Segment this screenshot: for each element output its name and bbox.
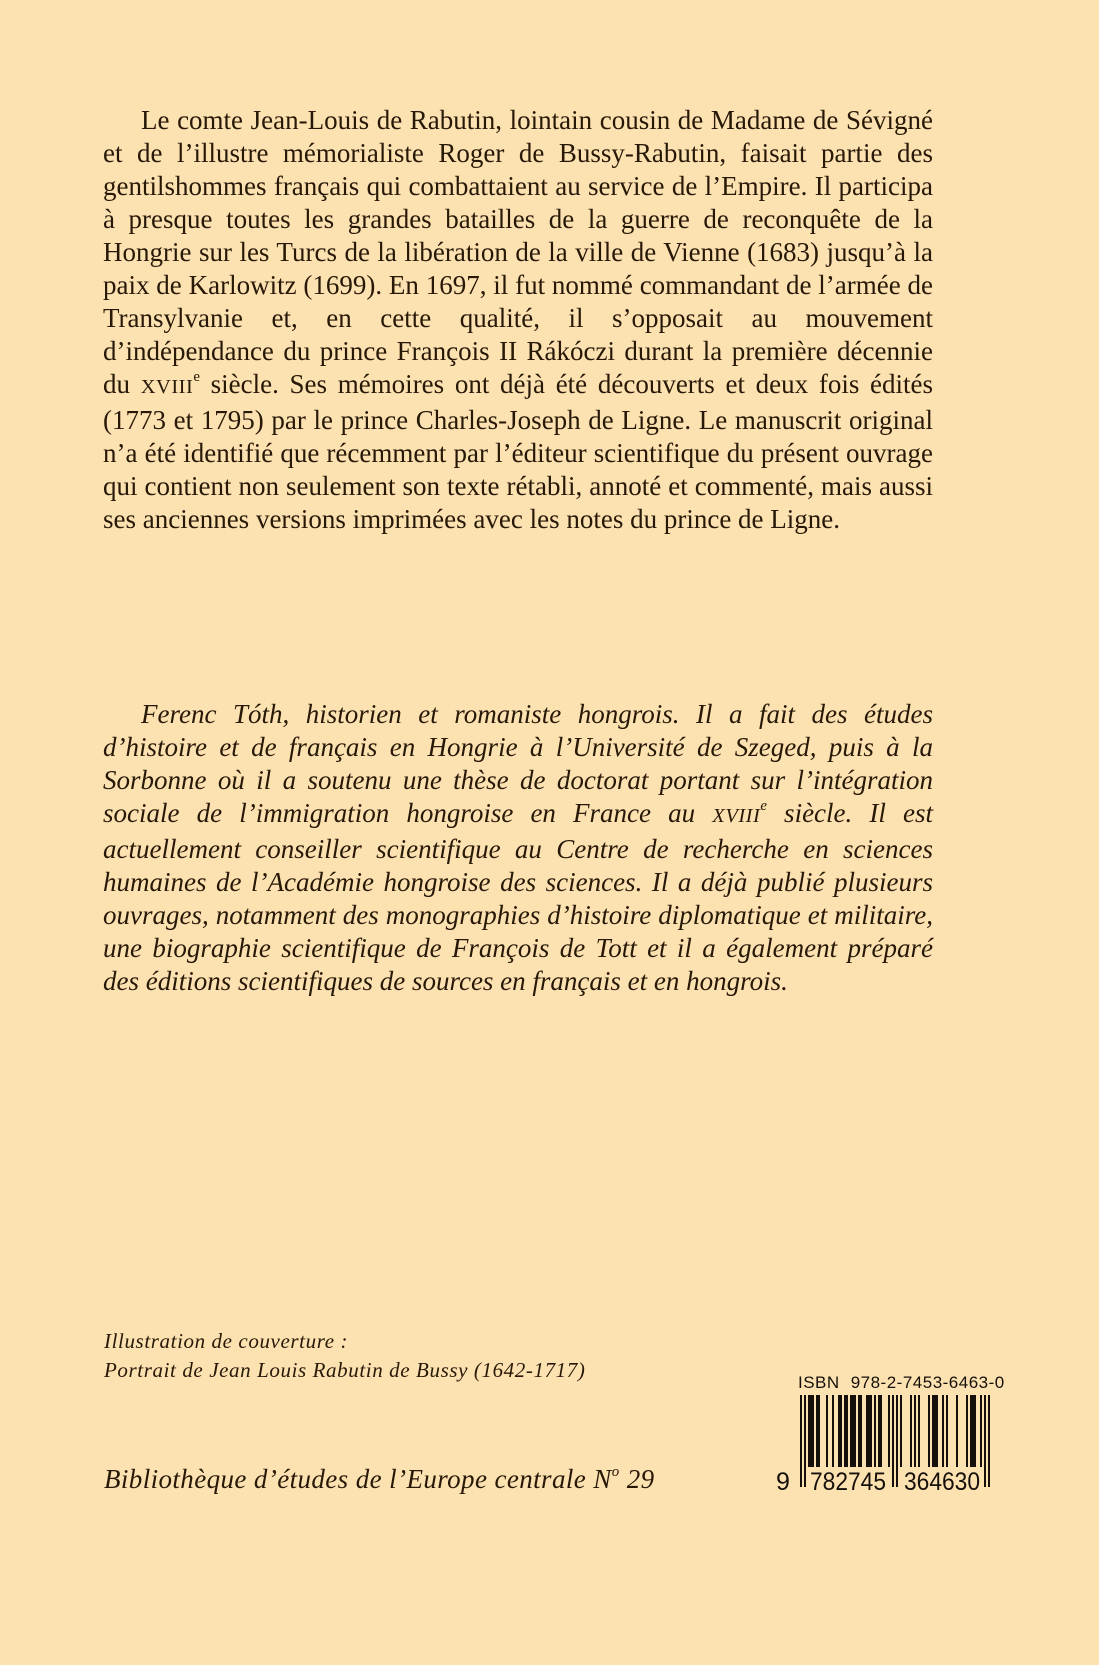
- barcode-bar: [880, 1395, 882, 1467]
- author-bio-text-2: siècle. Il est actuellement conseiller scientifique au Centre de recherche en sciences humaines de l’Académie hongroise des sciences. Il a déjà publié plusieurs ouvrages, notamment des monographies d’histoire diplomatique et militaire, une biographie scientifique de François de Tott et il a également préparé des éditions scientifiques de sources en français et en hongrois.: [103, 798, 934, 996]
- barcode-bar: [974, 1395, 976, 1467]
- barcode-bar: [816, 1395, 818, 1467]
- barcode-bar: [858, 1395, 860, 1467]
- barcode-bar: [984, 1395, 986, 1487]
- barcode-bar: [896, 1395, 898, 1487]
- barcode-bar: [808, 1395, 810, 1467]
- barcode-bar: [866, 1395, 868, 1467]
- author-bio-text-1: Ferenc Tóth, historien et romaniste hongrois. Il a fait des études d’histoire et de français en Hongrie à l’Université de Szeged, puis à la Sorbonne où il a soutenu une thèse de doctorat portant sur l’intégration sociale de l’immigration hongroise en France au: [103, 699, 933, 828]
- barcode-bar: [804, 1395, 806, 1487]
- barcode-bar: [810, 1395, 812, 1467]
- synopsis-text-1: Le comte Jean-Louis de Rabutin, lointain cousin de Madame de Sévigné et de l’illustre mémorialiste Roger de Bussy-Rabutin, faisait partie des gentilshommes français qui combattaient au service de l’Empire. Il participa à presque toutes les grandes batailles de la guerre de reconquête de la Hongrie sur les Turcs de la libération de la ville de Vienne (1683) jusqu’à la paix de Karlowitz (1699). En 1697, il fut nommé commandant de l’armée de Transylvanie et, en cette qualité, il s’opposait au mouvement d’indépendance du prince François II Rákóczi durant la première décennie du: [103, 105, 933, 399]
- barcode-bar: [988, 1395, 990, 1487]
- barcode-bar: [932, 1395, 934, 1467]
- cover-credit-label: Illustration de couverture :: [104, 1329, 349, 1353]
- barcode-bar: [852, 1395, 854, 1467]
- barcode-bar: [826, 1395, 828, 1467]
- synopsis-text-2: siècle. Ses mémoires ont déjà été découverts et deux fois édités (1773 et 1795) par le prince Charles-Joseph de Ligne. Le manuscrit original n’a été identifié que récemment par l’éditeur scientifique du présent ouvrage qui contient non seulement son texte rétabli, annoté et commenté, mais aussi ses anciennes versions imprimées avec les notes du prince de Ligne.: [103, 369, 933, 534]
- barcode-bar: [900, 1395, 902, 1467]
- barcode-bar: [934, 1395, 936, 1467]
- barcode-bar: [870, 1395, 872, 1467]
- barcode-bar: [956, 1395, 958, 1467]
- isbn-number: 978-2-7453-6463-0: [850, 1373, 1005, 1392]
- barcode-bar: [868, 1395, 870, 1467]
- barcode-bar: [972, 1395, 974, 1467]
- roman-numeral-century: XVIII: [140, 376, 194, 398]
- roman-numeral-century: XVIII: [712, 805, 761, 827]
- barcode-bar: [844, 1395, 846, 1467]
- barcode-bar: [818, 1395, 820, 1467]
- barcode-bar: [980, 1395, 982, 1467]
- isbn-number-line: [770, 1373, 1005, 1393]
- barcode-bar: [832, 1395, 834, 1467]
- cover-credit: [104, 1327, 585, 1385]
- barcode-bar: [914, 1395, 916, 1467]
- author-bio-paragraph: [103, 698, 933, 998]
- ean-left-group: 782745: [810, 1468, 886, 1493]
- barcode-bar: [888, 1395, 890, 1467]
- barcode-bar: [860, 1395, 862, 1467]
- barcode-bar: [838, 1395, 840, 1467]
- ean-first-digit: 9: [776, 1468, 790, 1493]
- barcode-bar: [812, 1395, 814, 1467]
- barcode-bar: [966, 1395, 968, 1467]
- ordinal-suffix: e: [193, 369, 200, 385]
- isbn-label: ISBN: [798, 1373, 840, 1392]
- barcode-bar: [854, 1395, 856, 1467]
- ean13-barcode: [770, 1395, 996, 1493]
- barcode-bar: [918, 1395, 920, 1467]
- barcode-bar: [878, 1395, 880, 1467]
- series-title-text: Bibliothèque d’études de l’Europe centrale N: [104, 1464, 612, 1494]
- cover-credit-title: Portrait de Jean Louis Rabutin de Bussy (1642-1717): [104, 1358, 586, 1382]
- barcode-bar: [928, 1395, 930, 1467]
- barcode-bar: [910, 1395, 912, 1467]
- barcode-bar: [846, 1395, 848, 1467]
- series-number: 29: [619, 1464, 655, 1494]
- barcode-bar: [892, 1395, 894, 1487]
- synopsis-paragraph: [103, 104, 933, 536]
- barcode-bar: [946, 1395, 948, 1467]
- barcode-bar: [942, 1395, 944, 1467]
- barcode-bar: [936, 1395, 938, 1467]
- isbn-block: [770, 1373, 1005, 1493]
- barcode-bar: [970, 1395, 972, 1467]
- numero-ordinal: o: [611, 1464, 620, 1480]
- series-title: [104, 1464, 655, 1495]
- ordinal-suffix: e: [760, 798, 767, 814]
- barcode-bar: [874, 1395, 876, 1467]
- barcode-bar: [800, 1395, 802, 1487]
- barcode-bar: [850, 1395, 852, 1467]
- ean-right-group: 364630: [904, 1468, 980, 1493]
- barcode-bar: [840, 1395, 842, 1467]
